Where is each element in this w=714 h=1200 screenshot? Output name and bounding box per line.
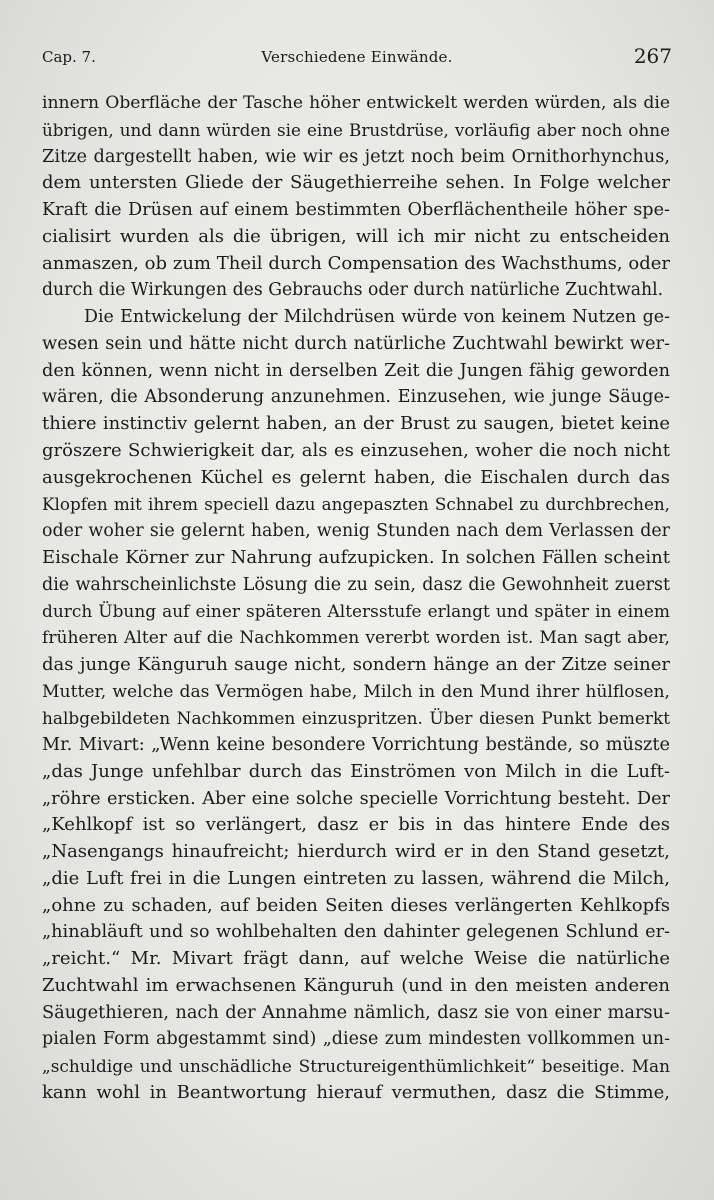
- text-line: kann wohl in Beantwortung hierauf vermuthen, dasz die Stimme,: [42, 1081, 670, 1103]
- text-line: halbgebildeten Nachkommen einzuspritzen. Über diesen Punkt bemerkt: [42, 708, 670, 729]
- text-line: ausgekrochenen Küchel es gelernt haben, die Eischalen durch das: [42, 466, 670, 488]
- text-line: Zitze dargestellt haben, wie wir es jetzt noch beim Ornithorhynchus,: [42, 145, 670, 167]
- text-line: innern Oberfläche der Tasche höher entwickelt werden würden, als die: [42, 93, 670, 113]
- text-line: „Nasengangs hinaufreicht; hierdurch wird er in den Stand gesetzt,: [42, 841, 670, 862]
- text-line: „die Luft frei in die Lungen eintreten zu lassen, während die Milch,: [42, 867, 670, 889]
- text-line: dem untersten Gliede der Säugethierreihe sehen. In Folge welcher: [42, 172, 670, 194]
- text-line: Klopfen mit ihrem speciell dazu angepaszten Schnabel zu durchbrechen,: [42, 494, 670, 515]
- text-line: anmaszen, ob zum Theil durch Compensation des Wachsthums, oder: [42, 252, 670, 274]
- text-line: „schuldige und unschädliche Structureigenthümlichkeit“ beseitige. Man: [42, 1056, 670, 1076]
- text-line: früheren Alter auf die Nachkommen vererbt worden ist. Man sagt aber,: [42, 628, 670, 648]
- text-line: Die Entwickelung der Milchdrüsen würde von keinem Nutzen ge-: [84, 307, 670, 327]
- text-line: den können, wenn nicht in derselben Zeit die Jungen fähig geworden: [42, 360, 670, 381]
- text-line: „hinabläuft und so wohlbehalten den dahinter gelegenen Schlund er-: [42, 922, 670, 943]
- text-line: Mr. Mivart: „Wenn keine besondere Vorrichtung bestände, so müszte: [42, 735, 670, 755]
- text-line: wesen sein und hätte nicht durch natürliche Zuchtwahl bewirkt wer-: [42, 332, 670, 354]
- text-line: „ohne zu schaden, auf beiden Seiten dieses verlängerten Kehlkopfs: [42, 894, 670, 916]
- text-line: Kraft die Drüsen auf einem bestimmten Oberflächentheile höher spe-: [42, 200, 670, 220]
- text-line: Eischale Körner zur Nahrung aufzupicken. In solchen Fällen scheint: [42, 546, 670, 568]
- text-line: „reicht.“ Mr. Mivart frägt dann, auf welche Weise die natürliche: [42, 948, 670, 969]
- chapter-label: Cap. 7.: [42, 48, 96, 66]
- text-line: Mutter, welche das Vermögen habe, Milch in den Mund ihrer hülflosen,: [42, 681, 670, 702]
- text-line: „das Junge unfehlbar durch das Einströmen von Milch in die Luft-: [42, 760, 670, 782]
- text-line: pialen Form abgestammt sind) „diese zum mindesten vollkommen un-: [42, 1029, 670, 1050]
- text-line: das junge Känguruh sauge nicht, sondern hänge an der Zitze seiner: [42, 653, 670, 675]
- text-line: wären, die Absonderung anzunehmen. Einzusehen, wie junge Säuge-: [42, 387, 670, 408]
- running-header: [42, 44, 672, 80]
- running-title: Verschiedene Einwände.: [261, 48, 453, 66]
- text-line: Säugethieren, nach der Annahme nämlich, dasz sie von einer marsu-: [42, 1001, 670, 1023]
- text-line: „röhre ersticken. Aber eine solche specielle Vorrichtung besteht. Der: [42, 788, 670, 809]
- text-line: grös​zere Schwierigkeit dar, als es einzusehen, woher die noch nicht: [42, 439, 670, 461]
- text-line: übrigen, und dann würden sie eine Brustdrüse, vorläufig aber noch ohne: [42, 119, 670, 140]
- text-line: cialisirt wurden als die übrigen, will ich mir nicht zu entscheiden: [42, 225, 670, 247]
- text-line: die wahrscheinlichste Lösung die zu sein, dasz die Gewohnheit zuerst: [42, 574, 670, 595]
- text-line: Zuchtwahl im erwachsenen Känguruh (und in den meisten anderen: [42, 974, 670, 996]
- text-line: durch die Wirkungen des Gebrauchs oder durch natürliche Zuchtwahl.: [42, 280, 664, 301]
- text-line: thiere instinctiv gelernt haben, an der Brust zu saugen, bietet keine: [42, 413, 670, 434]
- body-text: [42, 90, 670, 1107]
- text-line: „Kehlkopf ist so verlängert, dasz er bis in das hintere Ende des: [42, 814, 670, 836]
- text-line: durch Übung auf einer späteren Altersstufe erlangt und später in einem: [42, 601, 670, 622]
- text-line: oder woher sie gelernt haben, wenig Stunden nach dem Verlassen der: [42, 521, 670, 541]
- page-number: 267: [633, 44, 672, 68]
